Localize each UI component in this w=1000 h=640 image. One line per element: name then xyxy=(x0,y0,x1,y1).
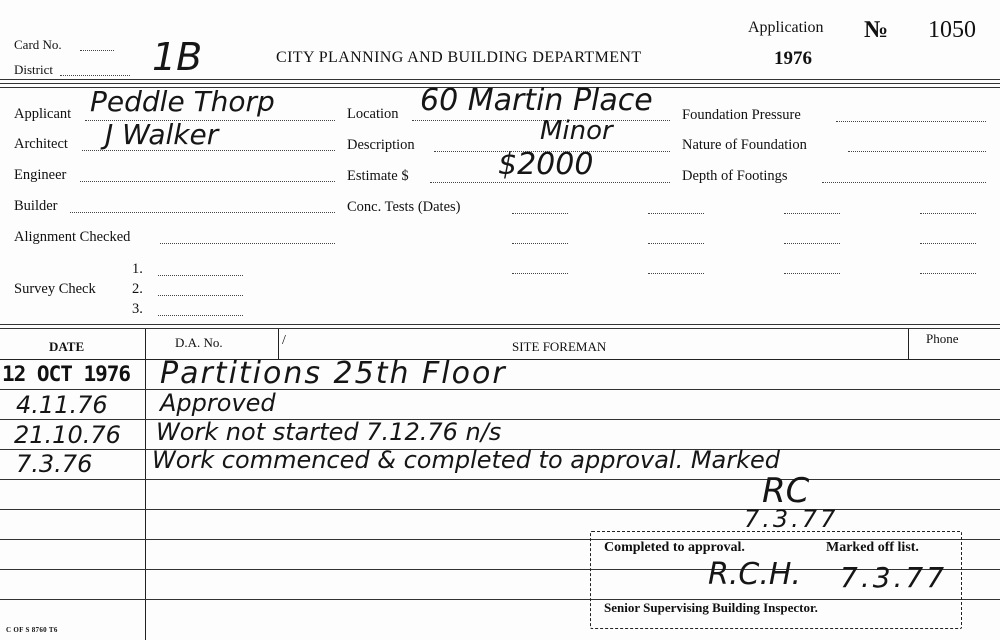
initials-date: 7.3.77 xyxy=(744,505,839,533)
estimate-line xyxy=(430,182,670,183)
district-value: 1B xyxy=(152,35,203,79)
log-row-entry: Work not started 7.12.76 n/s xyxy=(156,418,502,446)
log-rule-top-2 xyxy=(0,328,1000,329)
inspector-initials: RC xyxy=(762,471,810,511)
nature-foundation-line xyxy=(848,151,986,152)
architect-label: Architect xyxy=(14,136,68,152)
depth-footings-line xyxy=(822,182,986,183)
location-label: Location xyxy=(347,106,399,122)
conc-line-3b xyxy=(648,273,704,274)
conc-line-3a xyxy=(512,273,568,274)
application-number: 1050 xyxy=(928,17,976,43)
log-row-entry: Approved xyxy=(160,389,276,417)
survey-3-line xyxy=(158,315,243,316)
log-rule-top-1 xyxy=(0,324,1000,325)
engineer-line xyxy=(80,181,335,182)
conc-line-1c xyxy=(784,213,840,214)
form-code: C OF S 8760 T6 xyxy=(6,626,58,634)
stamp-signature: R.C.H. xyxy=(708,557,801,592)
applicant-label: Applicant xyxy=(14,106,72,122)
stamp-marked-text: Marked off list. xyxy=(826,540,919,555)
applicant-value: Peddle Thorp xyxy=(90,85,275,118)
district-line xyxy=(60,75,130,76)
application-label: Application xyxy=(748,19,824,36)
conc-line-2b xyxy=(648,243,704,244)
phone-header: Phone xyxy=(926,331,959,346)
stamp-completed-text: Completed to approval. xyxy=(604,540,745,555)
engineer-label: Engineer xyxy=(14,167,67,183)
survey-3: 3. xyxy=(132,301,143,317)
da-value: / xyxy=(282,333,286,348)
conc-line-2c xyxy=(784,243,840,244)
da-header: D.A. No. xyxy=(175,335,223,350)
date-column-divider xyxy=(145,329,146,640)
conc-line-3c xyxy=(784,273,840,274)
conc-line-2d xyxy=(920,243,976,244)
district-label: District xyxy=(14,62,53,77)
date-header: DATE xyxy=(49,339,85,354)
conc-tests-label: Conc. Tests (Dates) xyxy=(347,199,461,215)
description-label: Description xyxy=(347,137,415,153)
alignment-label: Alignment Checked xyxy=(14,229,131,245)
survey-2-line xyxy=(158,295,243,296)
alignment-line xyxy=(160,243,335,244)
phone-divider xyxy=(908,329,909,359)
conc-line-3d xyxy=(920,273,976,274)
estimate-label: Estimate $ xyxy=(347,168,409,184)
da-divider xyxy=(278,329,279,359)
log-row-rule-5 xyxy=(0,509,1000,510)
builder-label: Builder xyxy=(14,198,58,214)
application-year: 1976 xyxy=(774,48,812,69)
card-no-label: Card No. xyxy=(14,37,62,52)
department-title: CITY PLANNING AND BUILDING DEPARTMENT xyxy=(276,49,642,66)
log-row-date: 4.11.76 xyxy=(16,391,108,419)
site-foreman-header: SITE FOREMAN xyxy=(512,339,607,354)
nature-foundation-label: Nature of Foundation xyxy=(682,137,807,153)
log-row-entry: Work commenced & completed to approval. Marked xyxy=(152,446,781,474)
location-value: 60 Martin Place xyxy=(420,83,653,118)
stamp-signature-date: 7.3.77 xyxy=(840,561,948,594)
log-row-date: 21.10.76 xyxy=(14,421,121,449)
conc-line-1d xyxy=(920,213,976,214)
foundation-pressure-line xyxy=(836,121,986,122)
description-value: Minor xyxy=(540,116,613,146)
log-row-entry: Partitions 25th Floor xyxy=(160,356,507,391)
estimate-value: $2000 xyxy=(498,147,594,182)
number-sign: № xyxy=(864,17,889,43)
foundation-pressure-label: Foundation Pressure xyxy=(682,107,801,123)
survey-label: Survey Check xyxy=(14,281,96,297)
survey-1: 1. xyxy=(132,261,143,277)
conc-line-1b xyxy=(648,213,704,214)
card-no-line xyxy=(80,50,114,51)
survey-1-line xyxy=(158,275,243,276)
log-row-date: 7.3.76 xyxy=(16,450,93,478)
survey-2: 2. xyxy=(132,281,143,297)
log-row-date: 12 OCT 1976 xyxy=(2,362,131,386)
conc-line-2a xyxy=(512,243,568,244)
depth-footings-label: Depth of Footings xyxy=(682,168,788,184)
builder-line xyxy=(70,212,335,213)
architect-value: J Walker xyxy=(105,118,219,151)
log-row-rule-4 xyxy=(0,479,1000,480)
stamp-inspector-text: Senior Supervising Building Inspector. xyxy=(604,600,818,615)
header-rule-1 xyxy=(0,79,1000,80)
conc-line-1a xyxy=(512,213,568,214)
